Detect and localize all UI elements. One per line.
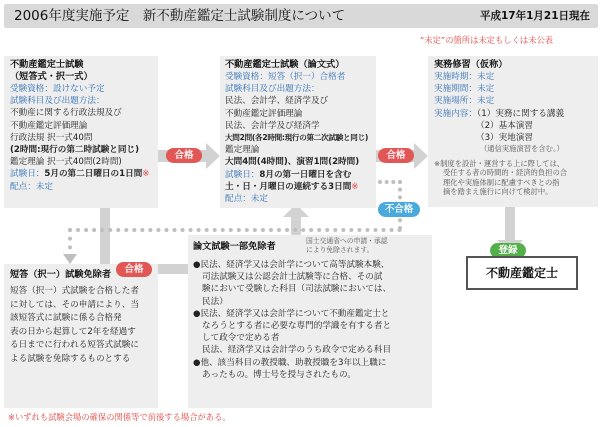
real-estate-appraiser-box: 不動産鑑定士 <box>466 256 578 290</box>
essay-exemption-box <box>188 235 432 408</box>
box1-exam-date: 5月の第二日曜日の1日間 <box>44 169 143 180</box>
short-answer-exam-box <box>4 56 158 208</box>
box3-period: 実施時期：未定 <box>434 72 495 82</box>
footnote: ※いずれも試験会場の確保の関係等で前後する場合がある。 <box>8 412 231 422</box>
short-answer-exemption-box <box>4 264 158 408</box>
box4-title: 短答（択一）試験免除者 <box>10 269 112 280</box>
box2-title: 不動産鑑定士試験（論文式） <box>225 59 345 70</box>
box3-note-3: 理化や実施体制に配慮すべきとの指 <box>443 177 560 187</box>
pass-label-2: 合格 <box>378 148 414 163</box>
box5-line-7: して政令で定める者 <box>202 333 280 344</box>
arrow-box3-to-final <box>505 207 515 243</box>
box4-line-4: 表の日から起算して2年を経過す <box>10 326 136 337</box>
box5-line-2: 司法試験又は公認会計士試験等に合格、その試 <box>202 272 383 283</box>
box5-title: 論文試験一部免除者 <box>193 241 276 252</box>
box3-content-2: （2）基本演習 <box>476 120 534 131</box>
box3-content-label: 実施内容： <box>434 108 477 119</box>
practical-training-box <box>428 56 598 207</box>
box5-line-10: あったもの。博士号を授与されたもの。 <box>202 369 356 380</box>
pass-label-3: 合格 <box>116 262 152 277</box>
box5-line-6: なろうとする者に必要な専門的学識を有する者と <box>202 321 392 332</box>
box5-line-4: 民法） <box>202 296 228 307</box>
box1-title-2: （短答式・択一式） <box>10 71 93 82</box>
undetermined-note: “未定”の箇所は未定もしくは未公表 <box>420 35 554 45</box>
box1-exam-date-label: 試験日： <box>10 169 45 180</box>
box2-line-5: 民法、会計学及び経済学 <box>225 120 320 131</box>
fail-loop-top <box>378 180 402 184</box>
box3-note-2: 受任する者の時間的・経済的負担の合 <box>443 168 568 178</box>
fail-label: 不合格 <box>378 202 420 217</box>
arrow-box5-up <box>291 215 301 235</box>
page-title: 2006年度実施予定 新不動産鑑定士試験制度について <box>14 8 346 24</box>
fail-loop-arrowhead <box>63 254 77 264</box>
box2-exam-date-2: 土・日・月曜日の連続する3日間 <box>225 181 352 192</box>
box2-line-3: 民法、会計学、経済学及び <box>225 96 329 107</box>
box5-note-2: により免除されます。 <box>306 246 374 254</box>
arrowhead-box2-to-box3 <box>414 143 428 169</box>
box2-score: 配点：未定 <box>225 194 268 205</box>
box5-line-3: 験において受験した科目（司法試験においては、 <box>202 284 392 295</box>
box3-title: 実務修習（仮称） <box>434 59 508 70</box>
box1-line-5: 行政法規 択一式40問 <box>10 132 93 143</box>
pass-label-1: 合格 <box>166 148 202 163</box>
fail-loop-horizontal <box>68 228 402 232</box>
box3-content-3: （3）実地演習 <box>476 133 534 144</box>
box2-exam-date-label: 試験日： <box>225 169 260 180</box>
as-of-date: 平成17年1月21日現在 <box>479 10 590 22</box>
box5-line-5: ●民法、経済学又は会計学について不動産鑑定士と <box>193 308 390 319</box>
box5-line-9: ●他、該当科目の教授職、助教授職を3年以上職に <box>193 357 387 368</box>
box5-line-8: 民法、経済学又は会計学のうち政令で定める科目 <box>202 345 392 356</box>
box1-line-6: (2時間:現行の第二時試験と同じ) <box>10 145 139 156</box>
box1-title-1: 不動産鑑定士試験 <box>10 59 84 70</box>
box1-subjects-label: 試験科目及び出題方法： <box>10 96 105 107</box>
box4-line-1: 短答（択一）式試験を合格した者 <box>10 286 139 296</box>
box1-eligibility: 受験資格：設けない予定 <box>10 84 105 94</box>
box3-content-1: （1）実務に関する講義 <box>476 108 565 119</box>
box3-note-1: ※制度を設計・運営する上に際しては、 <box>434 158 565 168</box>
box5-line-1: ●民法、経済学又は会計学について高等試験本験、 <box>193 260 390 270</box>
box2-exam-date: 8月の第一日曜日を含む <box>259 169 352 180</box>
box2-line-8: 大問4問(4時間)、演習1問(2時間) <box>225 157 360 168</box>
box2-line-7: 鑑定理論 <box>225 145 260 156</box>
header-bar <box>4 4 598 28</box>
box4-line-3: 該短答式に試験に係る合格発 <box>10 313 122 323</box>
box1-line-3: 不動産に関する行政法規及び <box>10 108 122 119</box>
box2-line-4: 不動産鑑定評価理論 <box>225 108 303 119</box>
box1-line-7: 鑑定理論 択一式40問(2時間) <box>10 157 122 168</box>
box1-exam-date-mark: ※ <box>142 169 150 180</box>
box3-note-4: 摘を踏まえ施行に向けて検討中。 <box>443 187 553 197</box>
box2-eligibility: 受験資格：短答（択一）合格者 <box>225 72 346 82</box>
box5-note-1: 国土交通省への申請・承認 <box>306 237 388 245</box>
box4-line-2: に対しては、その申請により、当 <box>10 299 139 310</box>
box1-line-4: 不動産鑑定評価理論 <box>10 120 88 131</box>
box2-subjects-label: 試験科目及び出題方法： <box>225 84 320 95</box>
box3-duration: 実施期間：未定 <box>434 84 495 95</box>
box3-location: 実施場所：未定 <box>434 96 495 107</box>
register-label: 登録 <box>490 243 526 258</box>
box1-score: 配点：未定 <box>10 181 53 192</box>
essay-exam-box <box>220 56 376 208</box>
box2-line-6: 大問2問(各2時間:現行の第二次試験と同じ) <box>225 133 369 143</box>
box4-line-6: よる試験を免除するものとする <box>10 353 131 364</box>
arrowhead-box1-to-box2 <box>206 143 220 169</box>
box2-exam-date-mark: ※ <box>351 181 359 192</box>
box4-line-5: る日までに行われる短答式試験に <box>10 340 139 350</box>
box3-content-4: （通信実施演習を含む。） <box>480 144 564 154</box>
